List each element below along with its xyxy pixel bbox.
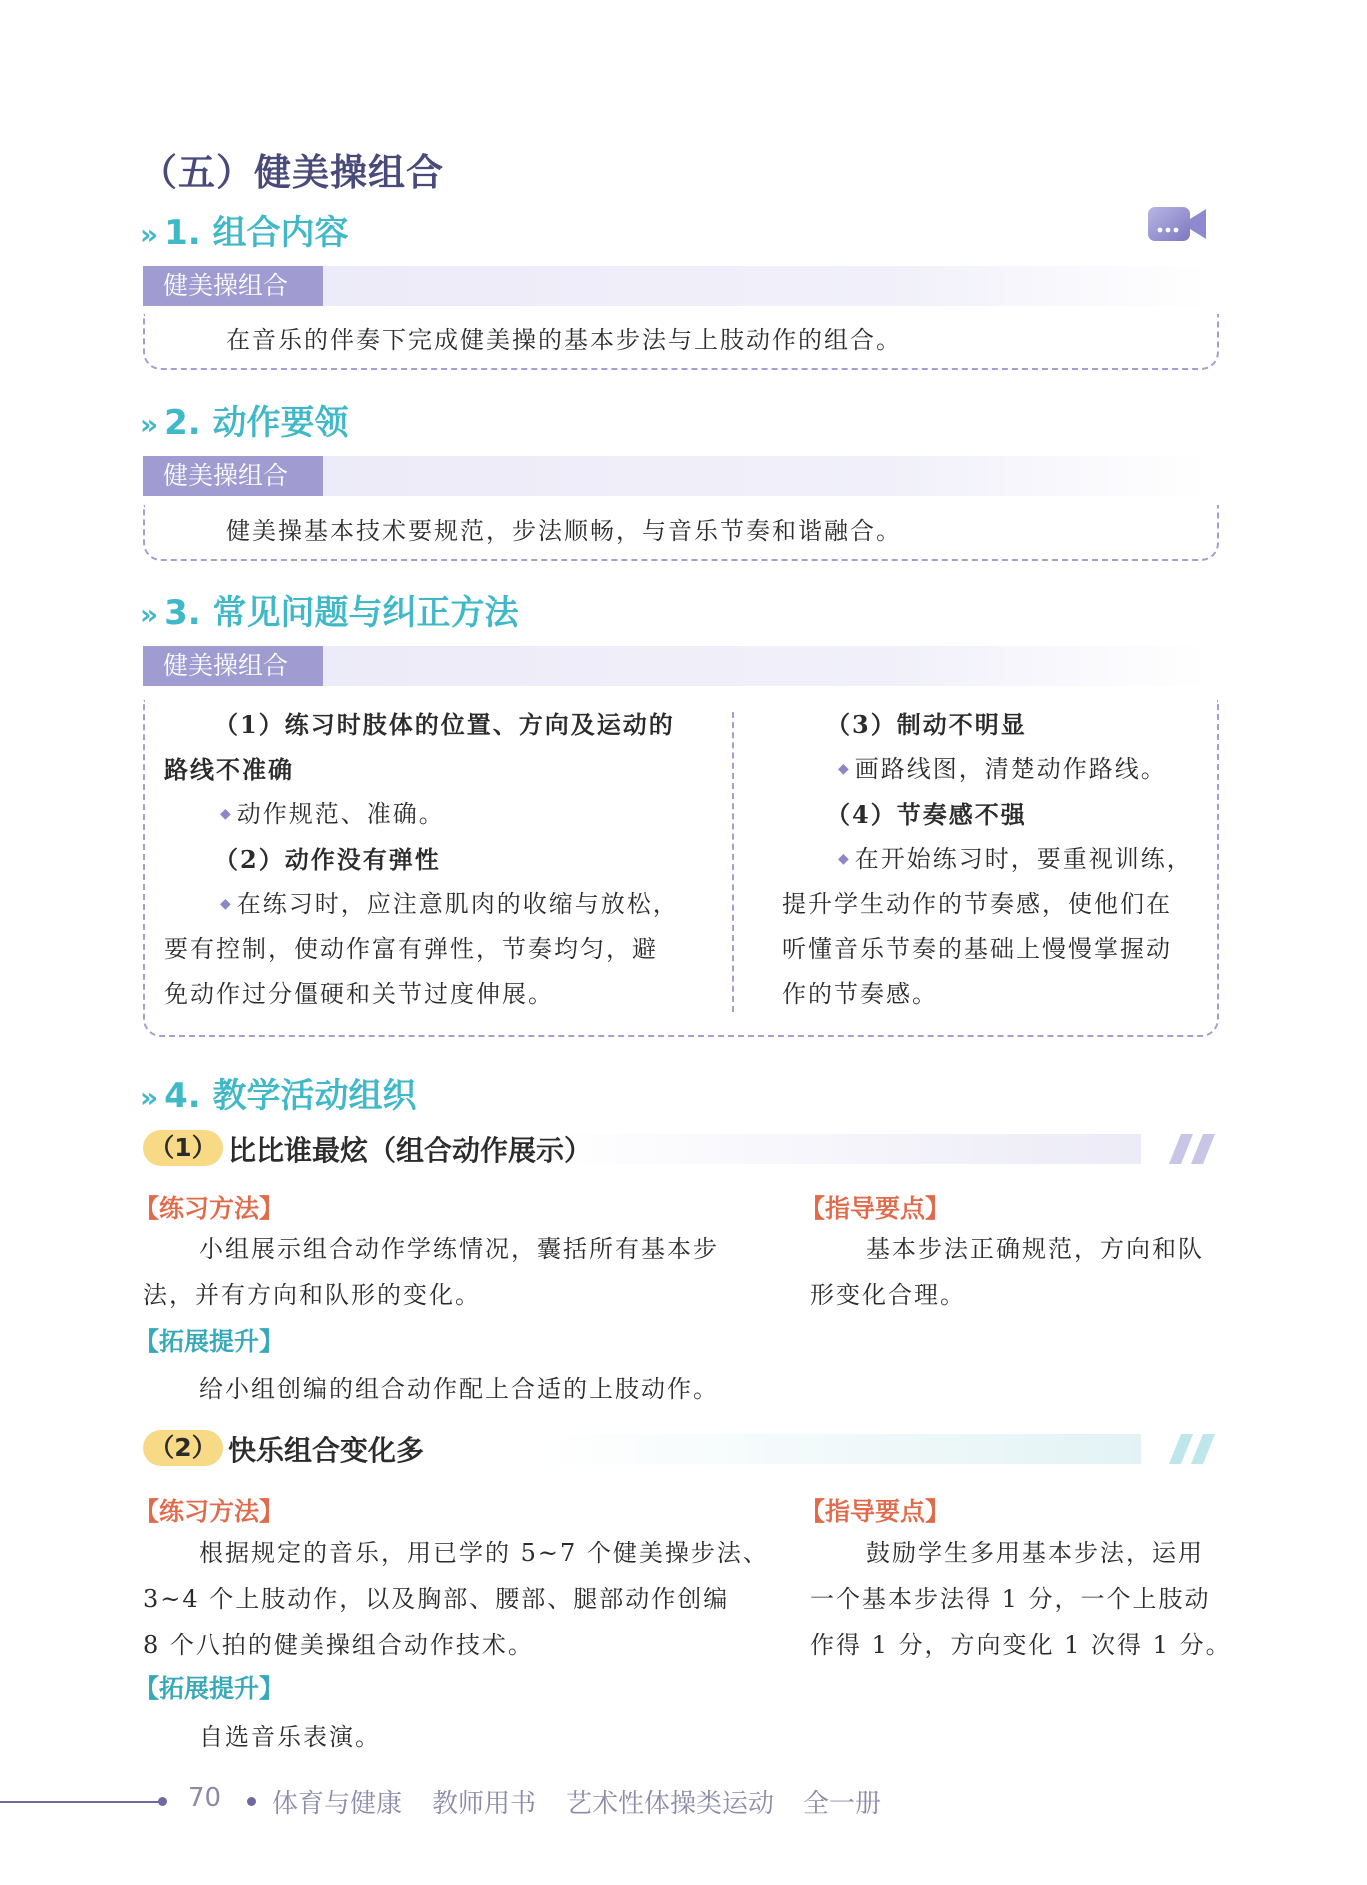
chevron-icon: » [140,1081,159,1114]
problem-1-fix-text: 动作规范、准确。 [236,800,445,828]
diamond-bullet-icon: ◆ [838,761,851,777]
activity-2-guide-line2: 一个基本步法得 1 分，一个上肢动 [810,1585,1211,1613]
activity-1-number: （1） [143,1130,223,1166]
problem-2-fix [164,882,709,927]
chevron-icon: » [140,408,159,441]
activity-2-method-label: 【练习方法】 [134,1497,285,1526]
problem-2-fix-line3: 免动作过分僵硬和关节过度伸展。 [164,980,554,1008]
activity-2-title: 快乐组合变化多 [228,1434,425,1467]
problem-2-fix-text: 在练习时，应注意肌肉的收缩与放松， [236,890,679,918]
activity-2-extension: 自选音乐表演。 [199,1723,381,1751]
problem-3-fix-text: 画路线图，清楚动作路线。 [854,755,1167,783]
problem-4-fix-line4: 作的节奏感。 [782,980,938,1008]
problem-1-fix [164,792,709,837]
problem-4-fix [782,837,1212,882]
footer-topic: 艺术性体操类运动 [566,1789,775,1819]
problem-1-title: （1）练习时肢体的位置、方向及运动的 [214,710,675,739]
activity-1-guide-line2: 形变化合理。 [810,1281,966,1309]
stripes-decoration [1161,1434,1221,1464]
video-camera-icon[interactable] [1146,205,1208,243]
activity-1-guide [810,1226,1230,1318]
problems-left-column [164,702,709,1017]
problem-4-title: （4）节奏感不强 [826,800,1027,829]
activity-1-method [143,1226,763,1318]
stripes-decoration [1161,1134,1221,1164]
problem-2-title: （2）动作没有弹性 [214,845,441,874]
activity-2-extension-label: 【拓展提升】 [134,1674,285,1703]
activity-1-extension-label: 【拓展提升】 [134,1327,285,1356]
footer-book: 体育与健康 [272,1789,403,1819]
subheading-essentials-text: 2. 动作要领 [164,403,349,443]
activity-1-title: 比比谁最炫（组合动作展示） [228,1134,593,1167]
problem-2-fix-line2: 要有控制，使动作富有弹性，节奏均匀，避 [164,935,658,963]
activity-2-method-line3: 8 个八拍的健美操组合动作技术。 [143,1631,534,1659]
problems-right-column [782,702,1212,1017]
problem-4-fix-text: 在开始练习时，要重视训练， [854,845,1193,873]
banner-label: 健美操组合 [143,266,323,306]
diamond-bullet-icon: ◆ [220,806,233,822]
chevron-icon: » [140,598,159,631]
banner-label: 健美操组合 [143,456,323,496]
subheading-content-text: 1. 组合内容 [164,213,349,253]
banner-content [143,266,1209,306]
subheading-problems [140,585,519,634]
banner-problems [143,646,1209,686]
diamond-bullet-icon: ◆ [838,851,851,867]
activity-1-guide-label: 【指导要点】 [800,1194,951,1223]
subheading-essentials [140,395,349,444]
footer-dot [247,1797,256,1806]
footer-type: 教师用书 [432,1789,537,1819]
footer-page-number: 70 [188,1783,222,1813]
activity-2-method [143,1530,769,1668]
problem-1-title-cont: 路线不准确 [164,755,294,784]
content-text: 在音乐的伴奏下完成健美操的基本步法与上肢动作的组合。 [226,326,902,354]
chevron-icon: » [140,218,159,251]
activity-2-guide-line3: 作得 1 分，方向变化 1 次得 1 分。 [810,1631,1232,1659]
diamond-bullet-icon: ◆ [220,896,233,912]
problem-4-fix-line3: 听懂音乐节奏的基础上慢慢掌握动 [782,935,1172,963]
banner-label: 健美操组合 [143,646,323,686]
problem-3-title: （3）制动不明显 [826,710,1027,739]
subheading-activities-text: 4. 教学活动组织 [164,1076,417,1116]
problem-3-fix [782,747,1212,792]
activity-2-method-line1: 根据规定的音乐，用已学的 5~7 个健美操步法、 [199,1539,769,1567]
footer-volume: 全一册 [803,1789,882,1819]
activity-2-guide-line1: 鼓励学生多用基本步法，运用 [866,1539,1204,1567]
activity-1-method-line2: 法，并有方向和队形的变化。 [143,1281,481,1309]
activity-2-method-line2: 3~4 个上肢动作，以及胸部、腰部、腿部动作创编 [143,1585,730,1613]
footer-dot [158,1797,167,1806]
activity-1-method-line1: 小组展示组合动作学练情况，囊括所有基本步 [199,1235,719,1263]
activity-2-number: （2） [143,1430,223,1466]
column-divider [732,712,734,1012]
activity-2-guide-label: 【指导要点】 [800,1497,951,1526]
section-title: （五）健美操组合 [140,151,444,194]
activity-2-guide [810,1530,1230,1668]
activity-1-guide-line1: 基本步法正确规范，方向和队 [866,1235,1204,1263]
footer-rule [0,1801,162,1803]
activity-1-method-label: 【练习方法】 [134,1194,285,1223]
banner-essentials [143,456,1209,496]
problem-4-fix-line2: 提升学生动作的节奏感，使他们在 [782,890,1172,918]
essentials-text: 健美操基本技术要规范，步法顺畅，与音乐节奏和谐融合。 [226,517,902,545]
subheading-content [140,205,349,254]
subheading-problems-text: 3. 常见问题与纠正方法 [164,593,519,633]
activity-1-extension: 给小组创编的组合动作配上合适的上肢动作。 [199,1375,719,1403]
subheading-activities [140,1068,417,1117]
